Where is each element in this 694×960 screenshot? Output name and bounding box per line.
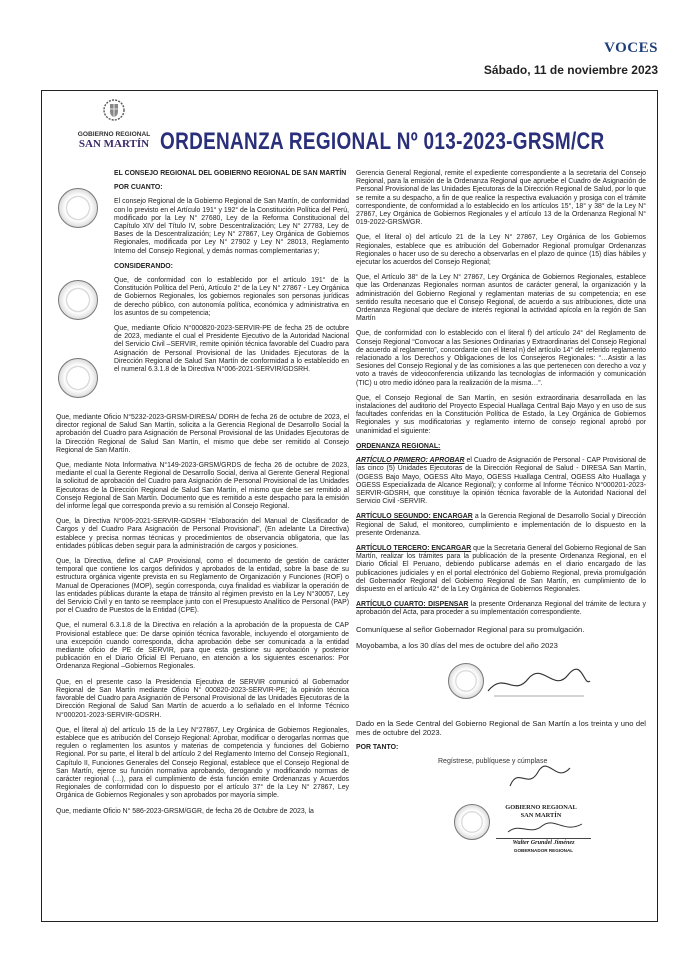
handwritten-signature xyxy=(484,663,594,703)
paragraph: Que, mediante Nota Informativa N°149-2023-GRSM/GRDS de fecha 26 de octubre de 2023, mediante el cual la Gerente Regional de Desarrollo Social, deriva al Gerente General Regional la solicitud de aprobación del Cuadro para Asignación de Personal Provisional de las Unidades Ejecutoras de la Dirección Regional de Salud San Martín, el mismo que debe ser remitido al Consejo Regional de San Martín. Documento que es remitido a este despacho para la emisión del informe legal que corresponda previo a su remisión al Consejo Regional. xyxy=(56,462,349,511)
governor-name-block xyxy=(496,838,591,855)
official-seal-stamp xyxy=(448,663,484,699)
logo-line-2: SAN MARTÍN xyxy=(78,138,150,150)
article-4 xyxy=(356,601,646,617)
document-title: ORDENANZA REGIONAL Nº 013-2023-GRSM/CR xyxy=(160,128,605,155)
logo-line-1: GOBIERNO REGIONAL xyxy=(77,131,151,138)
paragraph: Que, el literal a) del artículo 15 de la Ley N°27867, Ley Orgánica de Gobiernos Regionales, establece que es atribución del Consejo Regional: Aprobar, modificar o derogarlas normas que regulen o reglamenten los asuntos y materias de competencia y funciones del Gobierno Regional. Por su parte, el literal b del artículo 2 del Reglamento Interno del Consejo Regional1, Capítulo II, Funciones Generales del Consejo Regional, establece que el Consejo Regional de San Martín, ejerce su función normativa aprobando, derogando y modificando normas de carácter regional (…), para el cumplimiento de ésta función emite Ordenanzas y Acuerdos Regionales de conformidad con lo dispuesto por el artículo 37° de la Ley N° 27867, Ley Orgánica de Gobiernos Regionales y son aprobados por mayoría simple. xyxy=(56,726,349,800)
article-1 xyxy=(356,457,646,506)
article-2-text: a la Gerencia Regional de Desarrollo Social y Dirección Regional de Salud, el monitoreo, cumplimiento e implementación de lo dispuesto en la presente Ordenanza. xyxy=(356,513,646,537)
registrese-text: Regístrese, publíquese y cúmplase xyxy=(438,757,548,765)
publication-date: Sábado, 11 de noviembre 2023 xyxy=(483,63,658,77)
org-line-1: GOBIERNO REGIONAL xyxy=(505,803,577,811)
governor-signature-block xyxy=(356,758,646,868)
paragraph: Que, mediante Oficio N°000820-2023-SERVIR-PE de fecha 25 de octubre de 2023, mediante el cual el Presidente Ejecutivo de la Autoridad Nacional del Servicio Civil –SERVIR, remite opinión técnica favorable del Cuadro para Asignación de Personal Provisional de las Unidades Ejecutoras de la Dirección Regional de Salud San Martín de conformidad a lo establecido en el numeral 6.3.1.8 de la Directiva N°006-2021-SERVIR/GDSRH. xyxy=(114,325,349,374)
article-2 xyxy=(356,513,646,538)
paragraph: Que, el numeral 6.3.1.8 de la Directiva en relación a la aprobación de la propuesta de CAP Provisional establece que: De darse opinión técnica favorable, incluyendo el otorgamiento de una excepción cuando corresponda, dicha aprobación debe ser comunicada a la entidad mediante oficio de PE de SERVIR, para que esta gestione su aprobación y posterior publicación en el Diario Oficial El Peruano, en atención a los siguientes escenarios: Por Ordenanza Regional –Gobiernos Regionales. xyxy=(56,622,349,671)
paragraph: Que, de conformidad con lo establecido con el literal f) del artículo 24° del Reglamento de Consejo Regional “Convocar a las Sesiones Ordinarias y Extraordinarias del Consejo Regional de acuerdo al reglamento”, concordante con el literal n) del artículo 14° del referido reglamento relacionado a los Derechos y Obligaciones de los Consejeros Regionales: “…Asistir a las Sesiones del Consejo Regional y de las comisiones a las que pertenecen con derecho a voz y voto a través de videoconferencia utilizando las tecnologías de información y comunicación (TIC) u otro medio idóneo para la realización de la misma…”. xyxy=(356,330,646,387)
governor-name: Walter Grundel Jiménez xyxy=(512,838,575,846)
por-cuanto-heading: POR CUANTO: xyxy=(114,184,163,192)
coat-of-arms-icon xyxy=(102,98,126,122)
ordenanza-heading: ORDENANZA REGIONAL: xyxy=(356,442,441,450)
comuniquese-text: Comuníquese al señor Gobernador Regional para su promulgación. xyxy=(356,624,585,634)
article-3-text: que la Secretaria General del Gobierno Regional de San Martín, realizar los trámites para la publicación de la presente Ordenanza Regional, en el Diario Oficial El Peruano, debiendo publicarse además en el diario encargado de las publicaciones judiciales y en el portal electrónico del Gobierno Regional, previa promulgación del Gobernador Regional del Gobierno Regional de San Martín, en cumplimiento de lo dispuesto en el artículo 42° de la Ley Orgánica de Gobiernos Regionales. xyxy=(356,544,646,593)
paragraph: El consejo Regional de la Gobierno Regional de San Martín, de conformidad con lo previsto en el Artículo 191° y 192° de la Constitución Política del Perú, modificado por la Ley N° 27680, Ley de la Reforma Constitucional del Capítulo XIV del Título IV, sobre Descentralización; Ley N° 27783, Ley de Bases de la Descentralización; Ley N° 27867, Ley Orgánica de Gobiernos Regionales, modificada por Ley N° 27902 y Ley N° 28013, Reglamento Interno del Consejo Regional, y demás normas complementarias y; xyxy=(114,198,349,255)
moyobamba-date: Moyobamba, a los 30 días del mes de octubre del año 2023 xyxy=(356,640,558,650)
handwritten-signature xyxy=(506,762,576,792)
article-1-label: ARTÍCULO PRIMERO: APROBAR xyxy=(356,457,465,465)
official-seal-stamp xyxy=(58,188,98,228)
paragraph: Que, de conformidad con lo establecido por el artículo 191° de la Constitución Política del Perú, Artículo 2° de la Ley N° 27867 - Ley Orgánica de Gobiernos Regionales, los gobiernos regionales son personas jurídicas de derecho público, con autonomía política, económica y administrativa en los asuntos de su competencia; xyxy=(114,277,349,317)
paragraph: Que, la Directiva, define al CAP Provisional, como el documento de gestión de carácter temporal que contiene los cargos definidos y aprobados de la entidad, sobre la base de su estructura orgánica vigente prevista en su Reglamento de Organización y Funciones (ROF) o Manual de Operaciones (MOP), según corresponda, cuya finalidad es viabilizar la operación de las entidades públicas durante la etapa de tránsito al régimen previsto en la Ley N°30057, Ley del Servicio Civil y en tanto se reemplace junto con el Presupuesto Analítico de Personal (PAP) por el Cuadro de Puestos de la Entidad (CPE). xyxy=(56,558,349,615)
paragraph: Que, el Consejo Regional de San Martín, en sesión extraordinaria desarrollada en las instalaciones del auditorio del Proyecto Especial Huallaga Central Bajo Mayo y en uso de sus facultades conferidas en la Constitución Política de Estado, la Ley Orgánica de Gobiernos Regionales y sus modificatorias y reglamento interno de consejo regional aprobó por unanimidad el siguiente: xyxy=(356,394,646,435)
paragraph: Gerencia General Regional, remite el expediente correspondiente a la secretaria del Consejo Regional, para la emisión de la Ordenanza Regional que apruebe el Cuadro de Asignación de Personal Provisional de las Unidades Ejecutoras de la Dirección Regional de Salud, por lo que se remite a su despacho, a fin de que realice la respectiva evaluación y prosiga con el trámite correspondiente, de conformidad a lo establecido en los artículos 15°, 18° y 38° de la Ley N° 27867, Ley Orgánica de Gobiernos Regionales y el artículo 13 de la Ordenanza Regional N° 019-2022-GRSM/GR. xyxy=(356,170,646,227)
council-signature-area xyxy=(356,657,646,719)
governor-role: GOBERNADOR REGIONAL xyxy=(513,847,574,853)
gobierno-regional-logo xyxy=(70,96,158,150)
paragraph: Que, en el presente caso la Presidencia Ejecutiva de SERVIR comunicó al Gobernador Regional de San Martín mediante Oficio N° 000820-2023-SERVIR-PE; la opinión técnica favorable del Cuadro para Asignación de Personal Provisional de las Unidades Ejecutoras de la Dirección Regional de Salud San Martín de acuerdo a lo señalado en el Informe Técnico N°000201-2023-SERVIR-GDSRH. xyxy=(56,678,349,719)
paragraph: Que, mediante Oficio N°5232-2023-GRSM-DIRESA/ DDRH de fecha 26 de octubre de 2023, el director regional de Salud San Martín, solicita a la Gerencia Regional de Desarrollo Social la aprobación del Cuadro para Asignación de Personal Provisional de las Unidades Ejecutoras de la Dirección Regional de Salud San Martín, el mismo que debe ser remitido al Consejo Regional de San Martín. xyxy=(56,414,349,454)
article-4-label: ARTÍCULO CUARTO: DISPENSAR xyxy=(356,601,469,609)
column-right xyxy=(356,170,646,868)
considerando-heading: CONSIDERANDO: xyxy=(114,262,173,270)
article-3 xyxy=(356,545,646,594)
article-1-text: el Cuadro de Asignación de Personal - CAP Provisional de las cinco (5) Unidades Ejecutoras de la Dirección Regional de Salud - DIRESA San Martín, (OGESS Bajo Mayo, OGESS Alto Mayo, OGESS Huallaga Central, OGESS Alto Huallaga y OGESS Especializada de Alcance Regional); y conforme al Informe Técnico N°000201-2023-SERVIR-GDSRH, que constituye la opinión técnica favorable de la Autoridad Nacional del Servicio Civil -SERVIR. xyxy=(356,457,646,506)
handwritten-signature xyxy=(506,820,586,838)
article-4-text: la presente Ordenanza Regional del trámite de lectura y aprobación del Acta, para proceder a su implementación correspondiente. xyxy=(356,601,646,617)
publication-name: VOCES xyxy=(604,40,658,56)
official-seal-stamp xyxy=(58,358,98,398)
article-3-label: ARTÍCULO TERCERO: ENCARGAR xyxy=(356,544,472,552)
paragraph: Que, el Artículo 38° de la Ley N° 27867, Ley Orgánica de Gobiernos Regionales, establece que las Ordenanzas Regionales norman asuntos de carácter general, la organización y la administración del Gobierno Regional y reglamentan materias de su competencia; en ese sentido resulta necesario que el Consejo Regional, de acuerdo a sus atribuciones, dicte una Ordenanza Regional que declare de interés regional la actividad apícola en la región de San Martín xyxy=(356,274,646,323)
official-seal-stamp xyxy=(454,804,490,840)
paragraph: Que, el literal o) del artículo 21 de la Ley N° 27867, Ley Orgánica de los Gobiernos Regionales, establece que es atribución del Gobernador Regional promulgar Ordenanzas Regionales o hacer uso de su derecho a observarlas en el plazo de quince (15) días hábiles y ejecutar los acuerdos del Consejo Regional; xyxy=(356,234,646,267)
article-2-label: ARTÍCULO SEGUNDO: ENCARGAR xyxy=(356,513,473,521)
paragraph: Que, mediante Oficio N° 586-2023-GRSM/GGR, de fecha 26 de Octubre de 2023, la xyxy=(56,807,314,815)
dado-en-sede-text: Dado en la Sede Central del Gobierno Regional de San Martín a los treinta y uno del mes de octubre del 2023. xyxy=(356,718,646,737)
column-left-lower xyxy=(56,414,349,823)
org-line-2: SAN MARTÍN xyxy=(520,811,562,819)
por-tanto-heading: POR TANTO: xyxy=(356,743,399,751)
column-left-upper xyxy=(114,170,349,381)
publication-header xyxy=(484,40,658,77)
council-heading: EL CONSEJO REGIONAL DEL GOBIERNO REGIONAL DE SAN MARTÍN xyxy=(114,170,347,177)
official-seal-stamp xyxy=(58,280,98,320)
governor-org-label xyxy=(496,804,586,820)
paragraph: Que, la Directiva N°006-2021-SERVIR-GDSRH “Elaboración del Manual de Clasificador de Cargos y del Cuadro Para Asignación de Personal Provisional”, (En adelante La Directiva) establece y precisa normas técnicas y procedimientos de observancia obligatoria, que las entidades públicas deben seguir para la administración de cargos y posiciones. xyxy=(56,518,349,550)
